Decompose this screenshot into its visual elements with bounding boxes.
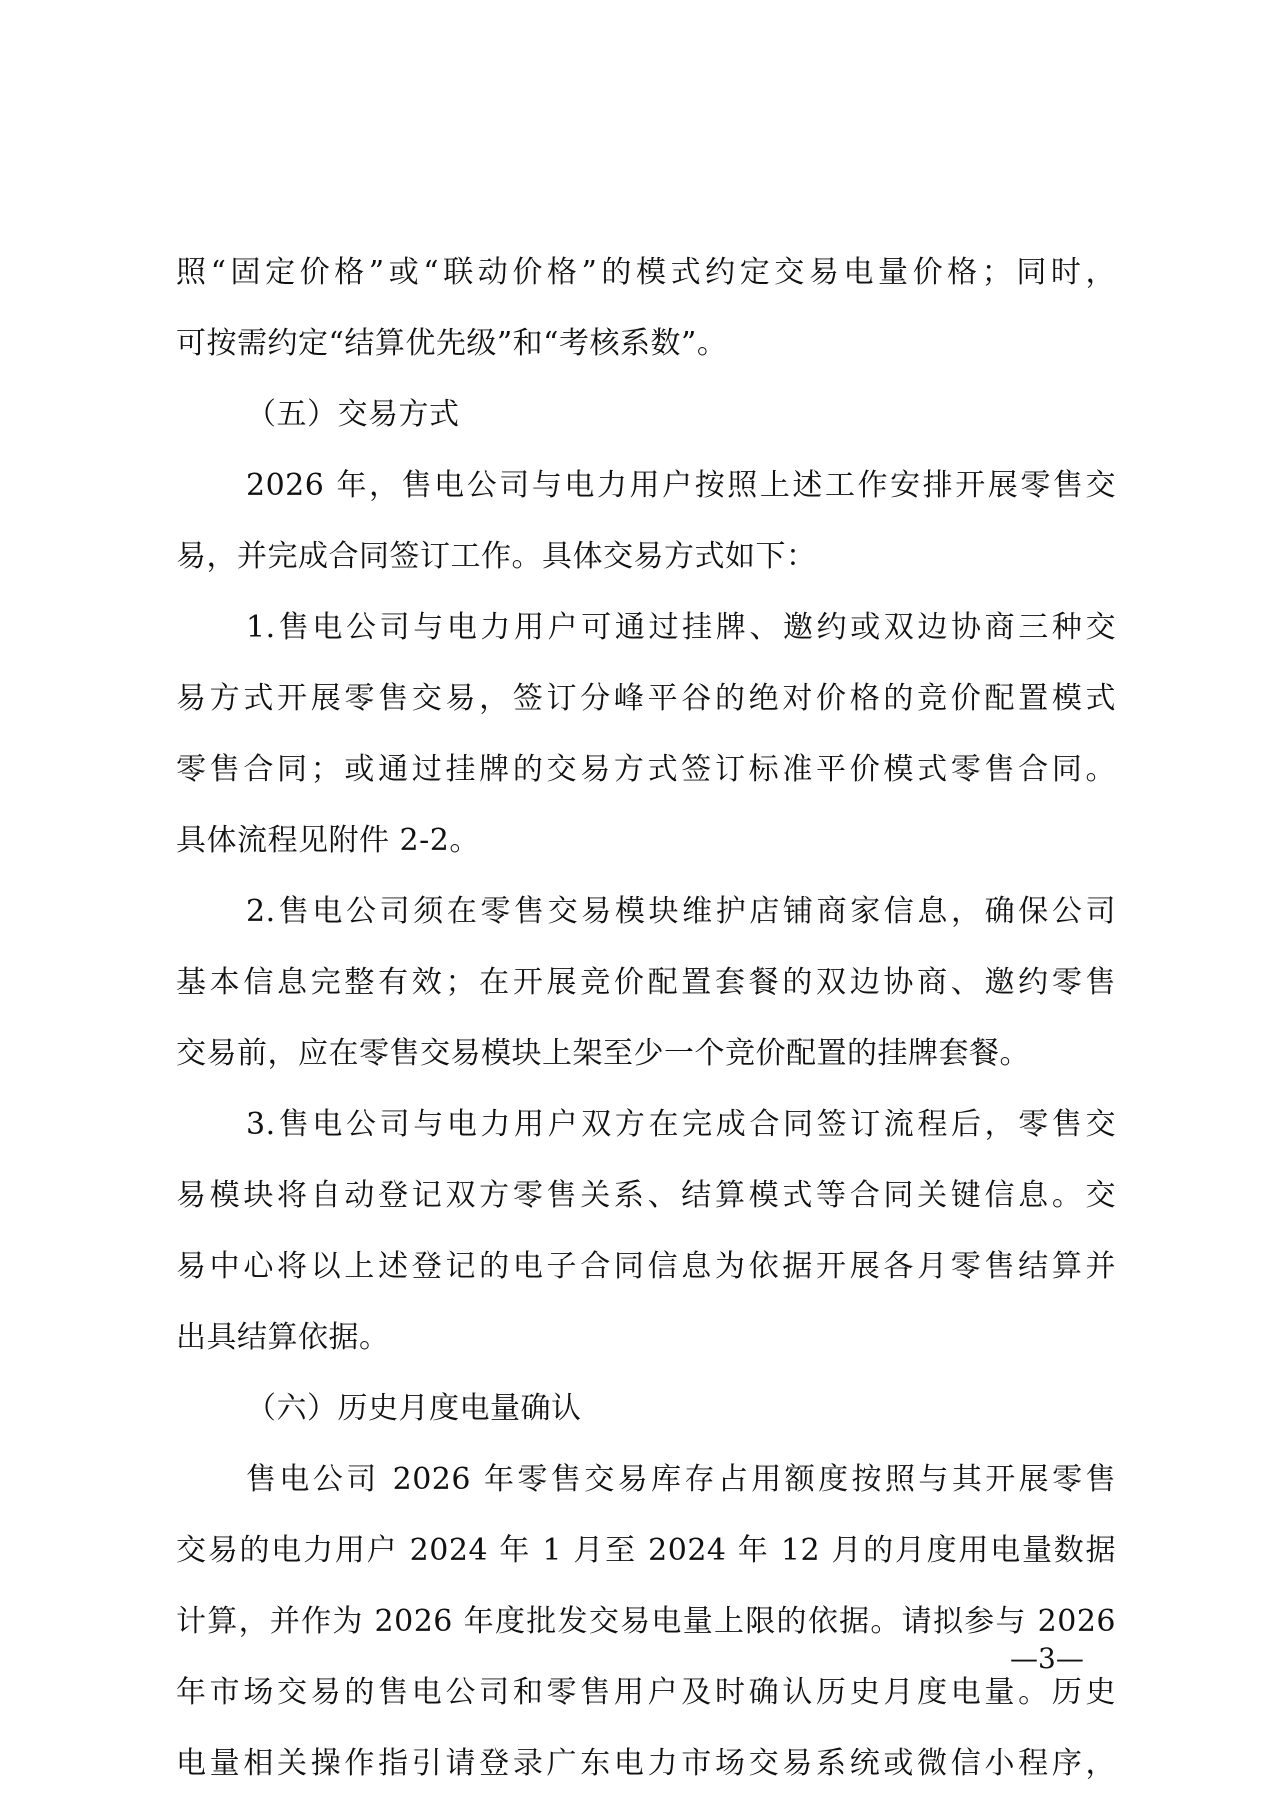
text-line: 可按需约定“结算优先级”和“考核系数”。 [176, 326, 728, 361]
text-line: 电量相关操作指引请登录广东电力市场交易系统或微信小程序， [176, 1746, 1116, 1781]
text-line: 2.售电公司须在零售交易模块维护店铺商家信息，确保公司 [246, 894, 1116, 929]
text-line: 具体流程见附件 2-2。 [176, 823, 480, 858]
text-line: 易，并完成合同签订工作。具体交易方式如下： [176, 539, 817, 574]
text-line: 出具结算依据。 [176, 1320, 390, 1355]
text-line: 易模块将自动登记双方零售关系、结算模式等合同关键信息。交 [176, 1178, 1116, 1213]
text-line: 计算，并作为 2026 年度批发交易电量上限的依据。请拟参与 2026 [176, 1604, 1116, 1639]
text-line: 3.售电公司与电力用户双方在完成合同签订流程后，零售交 [246, 1107, 1116, 1142]
page-number: —3— [1010, 1642, 1084, 1675]
text-line: 零售合同；或通过挂牌的交易方式签订标准平价模式零售合同。 [176, 752, 1116, 787]
section-heading: （六）历史月度电量确认 [246, 1391, 582, 1426]
body-text [176, 237, 1116, 1799]
text-line: 年市场交易的售电公司和零售用户及时确认历史月度电量。历史 [176, 1675, 1116, 1710]
text-line: 交易前，应在零售交易模块上架至少一个竞价配置的挂牌套餐。 [176, 1036, 1030, 1071]
text-line: 易方式开展零售交易，签订分峰平谷的绝对价格的竞价配置模式 [176, 681, 1116, 716]
text-line: 1.售电公司与电力用户可通过挂牌、邀约或双边协商三种交 [246, 610, 1116, 645]
text-line: 2026 年，售电公司与电力用户按照上述工作安排开展零售交 [246, 468, 1116, 503]
text-line: 基本信息完整有效；在开展竞价配置套餐的双边协商、邀约零售 [176, 965, 1116, 1000]
text-line: 照“固定价格”或“联动价格”的模式约定交易电量价格；同时， [176, 255, 1116, 290]
text-line: 交易的电力用户 2024 年 1 月至 2024 年 12 月的月度用电量数据 [176, 1533, 1116, 1568]
text-line: 售电公司 2026 年零售交易库存占用额度按照与其开展零售 [246, 1462, 1116, 1497]
text-line: 易中心将以上述登记的电子合同信息为依据开展各月零售结算并 [176, 1249, 1116, 1284]
section-heading: （五）交易方式 [246, 397, 460, 432]
